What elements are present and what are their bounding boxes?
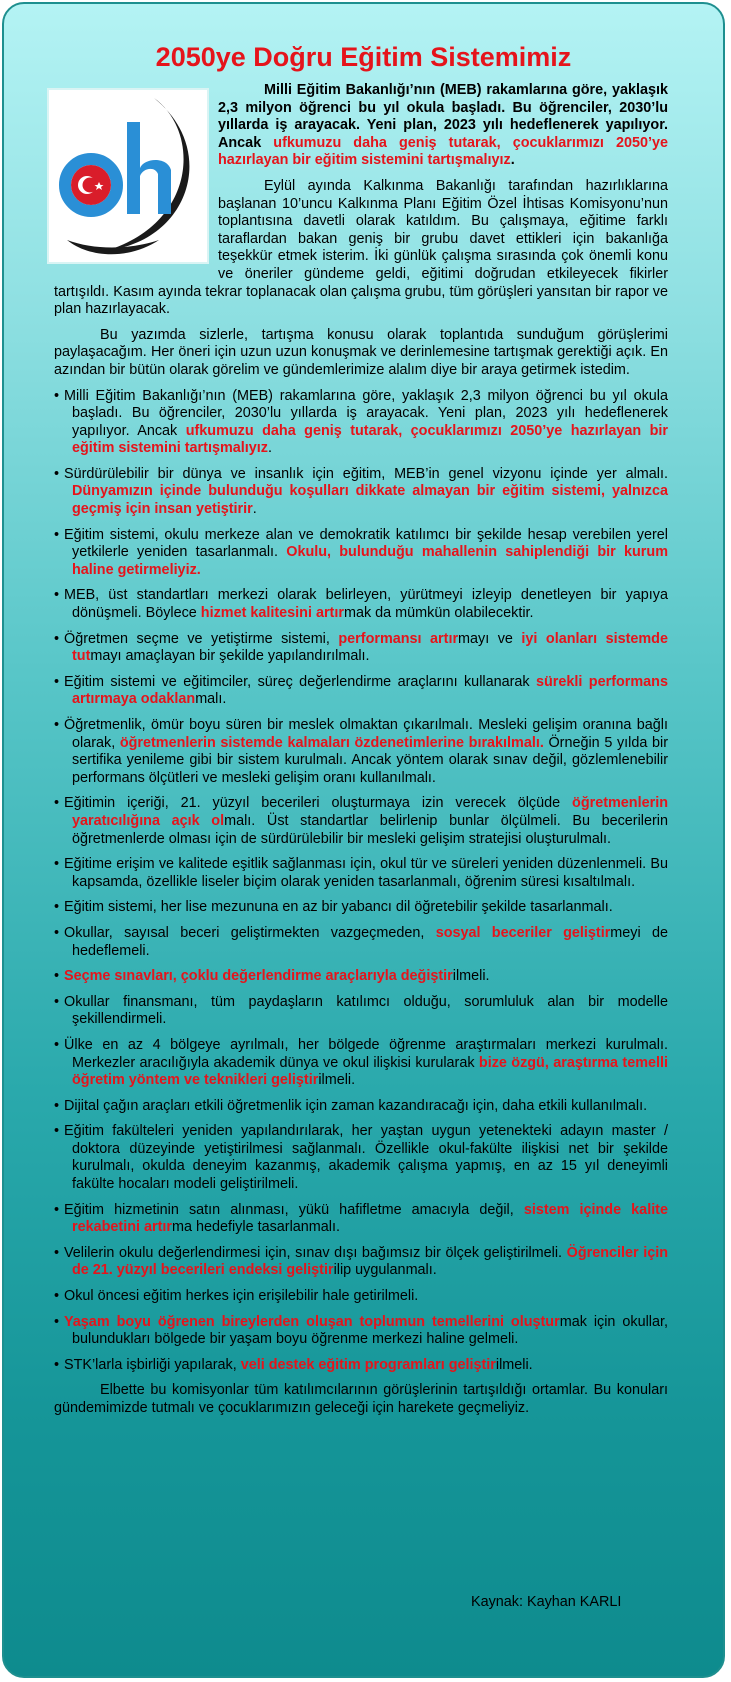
- body-text: Milli Eğitim Bakanlığı’nın (MEB) rakamlarına göre, yaklaşık 2,3 milyon öğrenci bu yıl okula başladı. Bu öğrenciler, 2030’lu yıllarda iş arayacak. Yeni plan, 2023 yılı hedeflenerek yapılıyor. Ancak: [64, 387, 668, 439]
- list-item: [54, 899, 668, 917]
- highlight-text: ufkumuzu daha geniş tutarak, çocuklarımızı 2050’ye hazırlayan bir eğitim sistemini tartışmalıyız: [72, 422, 668, 457]
- highlight-text: sistem içinde kalite rekabetini artır: [72, 1201, 668, 1236]
- body-text: Okullar finansmanı, tüm paydaşların katılımcı olduğu, sorumluluk alan bir modelle şekillendirmeli.: [64, 993, 668, 1028]
- body-text: Öğretmen seçme ve yetiştirme sistemi,: [64, 630, 339, 647]
- body-text: Okullar, sayısal beceri geliştirmekten vazgeçmeden,: [64, 924, 436, 941]
- bullet-icon: •: [54, 1097, 60, 1114]
- bullet-icon: •: [54, 1201, 60, 1218]
- list-item: [54, 1098, 668, 1116]
- bullet-icon: •: [54, 1356, 60, 1373]
- list-item: [54, 795, 668, 848]
- body-text: Okul öncesi eğitim herkes için erişilebilir hale getirilmeli.: [64, 1288, 419, 1305]
- bullet-icon: •: [54, 924, 60, 941]
- body-text: ilip uygulanmalı.: [333, 1262, 437, 1279]
- bullet-icon: •: [54, 587, 60, 604]
- intro-paragraph-3: Bu yazımda sizlerle, tartışma konusu olarak toplantıda sunduğum görüşlerimi paylaşacağım. Her öneri için uzun uzun konuşmak ve derinlemesine tartışmak gerektiği açık. En azından bir bütün olarak görelim ve gündemlerimize alalım diye bir araya getirmek istedim.: [54, 326, 668, 378]
- list-item: [54, 1357, 668, 1375]
- body-text: .: [252, 501, 257, 518]
- bullet-icon: •: [54, 717, 60, 733]
- highlight-text: hizmet kalitesini artır: [200, 605, 344, 622]
- body-text: Eğitime erişim ve kalitede eşitlik sağlanması için, okul tür ve süreleri yeniden düzenlenmeli. Bu kapsamda, özellikle liseler biçim olarak yeniden tasarlanmalı, öğrenim süresi kısaltılmalı.: [64, 856, 668, 890]
- body-text: ma hedefiyle tasarlanmalı.: [171, 1219, 340, 1236]
- highlight-text: öğretmenlerin sistemde kalmaları özdenetimlerine bırakılmalı.: [119, 734, 544, 751]
- highlight-text: Seçme sınavları, çoklu değerlendirme araçlarıyla değiştir: [64, 968, 453, 985]
- highlight-text: Okulu, bulunduğu mahallenin sahiplendiği bir kurum haline getirmeliyiz.: [72, 544, 668, 578]
- body-text: mak için okullar, bulundukları bölgede bir yaşam boyu öğrenme merkezi haline gelmeli.: [72, 1313, 668, 1348]
- list-item: [54, 674, 668, 709]
- poster: [2, 2, 725, 1678]
- highlight-text: veli destek eğitim programları geliştir: [240, 1356, 496, 1373]
- bullet-icon: •: [54, 526, 60, 543]
- list-item: [54, 1202, 668, 1237]
- body-text: mayı amaçlayan bir şekilde yapılandırılmalı.: [90, 648, 370, 665]
- bullet-icon: •: [54, 630, 60, 647]
- bullet-icon: •: [54, 1288, 60, 1305]
- list-item: [54, 388, 668, 458]
- bullet-icon: •: [54, 1123, 60, 1140]
- body-text: mak da mümkün olabilecektir.: [343, 605, 534, 622]
- bullet-icon: •: [54, 968, 60, 985]
- highlight-text: sosyal beceriler geliştir: [435, 924, 611, 941]
- body-text: mayı ve: [458, 630, 522, 647]
- list-item: [54, 527, 668, 580]
- article-body: [54, 82, 668, 1426]
- list-item: [54, 717, 668, 787]
- list-item: [54, 925, 668, 960]
- highlight-text: Dünyamızın içinde bulunduğu koşulları dikkate almayan bir eğitim sistemi, yalnızca geçmiş için insan yetiştirir: [72, 483, 668, 518]
- bullet-icon: •: [54, 856, 60, 873]
- source-credit: Kaynak: Kayhan KARLI: [471, 1594, 622, 1610]
- body-text: Eğitim sistemi ve eğitimciler, süreç değerlendirme araçlarını kullanarak: [64, 673, 536, 690]
- proposal-list: [54, 388, 668, 1375]
- intro-paragraph-2: Eylül ayında Kalkınma Bakanlığı tarafından hazırlıklarına başlanan 10’uncu Kalkınma Planı Eğitim Özel İhtisas Komisyonu’nun toplantısına davetli olarak katıldım. Bu çalışmaya, eğitime farklı taraflardan bakan geniş bir grubu davet ettikleri için bakanlığa teşekkür etmek isterim. İki günlük çalışma sırasında çok önemli konu ve öneriler gündeme geldi, eğitimi doğrudan etkileyecek fikirler tartışıldı. Kasım ayında tekrar toplanacak olan çalışma grubu, tüm görüşleri yansıtan bir rapor ve plan hazırlayacak.: [54, 177, 668, 318]
- highlight-text: iyi olanları sistemde tut: [72, 630, 668, 665]
- highlight-text: performansı artır: [338, 630, 459, 647]
- body-text: Eğitimin içeriği, 21. yüzyıl becerileri oluşturmaya izin verecek ölçüde: [64, 795, 573, 812]
- body-text: Örneğin 5 yılda bir sertifika yenileme gibi bir sistem kurulmalı. Ancak yöntem olarak sınav değil, gözlemlenebilir performans ölçütleri ve mesleki gelişim oranı kullanılmalı.: [72, 734, 668, 786]
- page-title: 2050ye Doğru Eğitim Sistemimiz: [155, 42, 572, 72]
- list-item: [54, 1037, 668, 1090]
- list-item: [54, 856, 668, 891]
- bullet-icon: •: [54, 387, 60, 404]
- body-text: ilmeli.: [452, 968, 490, 985]
- highlight-text: Öğrenciler için de 21. yüzyıl becerileri endeksi geliştir: [72, 1244, 668, 1279]
- body-text: Ülke en az 4 bölgeye ayrılmalı, her bölgede öğrenme araştırmaları merkezi kurulmalı. Merkezler aracılığıyla akademik dünya ve okul ilişkisi kurularak: [64, 1036, 668, 1071]
- list-item: [54, 587, 668, 622]
- body-text: ilmeli.: [318, 1072, 356, 1089]
- body-text: Öğretmenlik, ömür boyu süren bir meslek olmaktan çıkarılmalı. Mesleki gelişim oranına bağlı olarak,: [64, 717, 668, 751]
- body-text: ilmeli.: [495, 1356, 533, 1373]
- bullet-icon: •: [54, 673, 60, 690]
- body-text: Eğitim sistemi, okulu merkeze alan ve demokratik katılımcı bir şekilde hesap verebilen yerel yetkilerle yeniden tasarlanmalı.: [64, 526, 668, 561]
- bullet-icon: •: [54, 1036, 60, 1053]
- bullet-icon: •: [54, 993, 60, 1010]
- list-item: [54, 968, 668, 986]
- list-item: [54, 1245, 668, 1280]
- body-text: Eğitim sistemi, her lise mezununa en az bir yabancı dil öğretebilir şekilde tasarlanmalı.: [64, 899, 613, 916]
- bullet-icon: •: [54, 899, 60, 916]
- highlight-text: sürekli performans artırmaya odaklan: [72, 673, 668, 708]
- body-text: .: [267, 440, 272, 457]
- list-item: [54, 1123, 668, 1193]
- body-text: malı. Üst standartlar belirlenip bunlar ölçülmeli. Bu becerilerin öğretmenlerde olması için de sürdürülebilir bir mesleki gelişim stratejisi oluşturulmalı.: [72, 812, 668, 847]
- body-text: meyi de hedeflemeli.: [72, 924, 668, 959]
- body-text: Velilerin okulu değerlendirmesi için, sınav dışı bağımsız bir ölçek geliştirilmeli.: [64, 1244, 567, 1261]
- intro-paragraph-1: Milli Eğitim Bakanlığı’nın (MEB) rakamlarına göre, yaklaşık 2,3 milyon öğrenci bu yıl okula başladı. Bu öğrenciler, 2030’lu yıllarda iş arayacak. Yeni plan, 2023 yılı hedeflenerek yapılıyor. Ancak ufkumuzu daha geniş tutarak, çocuklarımızı 2050’ye hazırlayan bir eğitim sistemini tartışmalıyız.: [218, 82, 668, 169]
- body-text: MEB, üst standartları merkezi olarak belirleyen, yürütmeyi izleyip denetleyen bir yapıya dönüşmeli. Böylece: [64, 587, 668, 622]
- body-text: Eğitim fakülteleri yeniden yapılandırılarak, her yaştan uygun yetenekteki adayın master / doktora düzeyinde yetiştirilmesi sağlanmalı. Özellikle okul-fakülte ilişkisi net bir şekilde kurulmalı, okulda deneyim kazanmış, akademik çalışma yapmış, en az 15 yıl deneyimli fakülte hocaları modeli geliştirilmeli.: [64, 1123, 668, 1193]
- list-item: [54, 1314, 668, 1349]
- list-item: [54, 631, 668, 666]
- body-text: malı.: [195, 691, 227, 708]
- bullet-icon: •: [54, 1313, 60, 1330]
- body-text: Dijital çağın araçları etkili öğretmenlik için zaman kazandıracağı için, daha etkili kullanılmalı.: [64, 1097, 648, 1114]
- list-item: [54, 466, 668, 519]
- bullet-icon: •: [54, 795, 60, 812]
- highlight-text: Yaşam boyu öğrenen bireylerden oluşan toplumun temellerini oluştur: [64, 1313, 560, 1330]
- bullet-icon: •: [54, 465, 60, 482]
- bullet-icon: •: [54, 1244, 60, 1261]
- highlight-text: öğretmenlerin yaratıcılığına açık ol: [72, 795, 668, 829]
- list-item: [54, 1288, 668, 1306]
- body-text: STK’larla işbirliği yapılarak,: [64, 1356, 241, 1373]
- body-text: Sürdürülebilir bir dünya ve insanlık için eğitim, MEB’in genel vizyonu içinde yer almalı.: [64, 465, 668, 482]
- list-item: [54, 994, 668, 1029]
- body-text: Eğitim hizmetinin satın alınması, yükü hafifletme amacıyla değil,: [64, 1201, 524, 1218]
- highlight-text: bize özgü, araştırma temelli öğretim yöntem ve teknikleri geliştir: [72, 1054, 668, 1089]
- closing-paragraph: Elbette bu komisyonlar tüm katılımcılarının görüşlerinin tartışıldığı ortamlar. Bu konuları gündemimizde tutmalı ve çocuklarımızın geleceği için harekete geçmeliyiz.: [54, 1382, 668, 1416]
